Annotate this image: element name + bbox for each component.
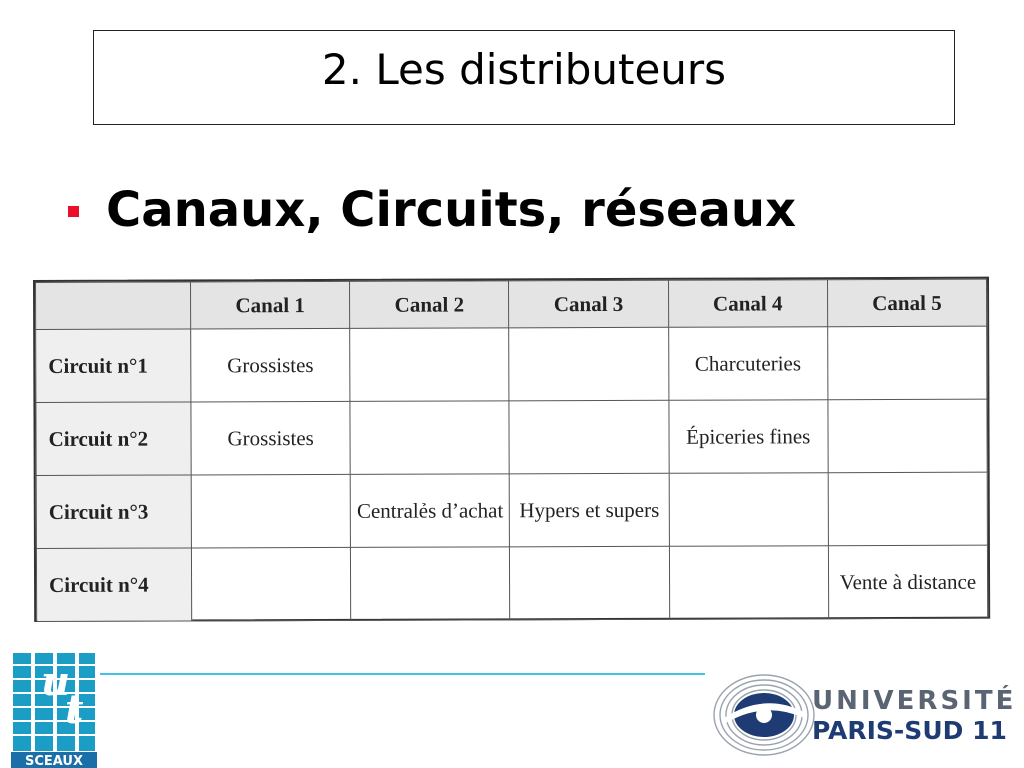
table-cell: Centralẻs d’achat [350,474,509,548]
table-row [36,545,987,621]
bullet-square-icon [68,206,79,217]
university-wordmark [812,688,1016,743]
row-header: Circuit n°1 [36,329,191,403]
row-header: Circuit n°4 [36,548,191,622]
title-box [93,30,955,125]
table-cell: Grossistes [191,401,350,475]
row-header: Circuit n°3 [36,475,191,549]
table-cell [828,399,988,473]
column-header: Canal 4 [668,280,827,328]
column-header: Canal 5 [827,279,986,327]
table-cell [191,547,350,621]
table-row [36,399,987,475]
column-header: Canal 2 [350,281,509,329]
column-header: Canal 3 [509,280,668,328]
channels-table [33,277,990,622]
table-cell [510,546,669,620]
table-cell: Grossistes [191,328,350,402]
table-cell: Hypers et supers [510,473,669,547]
bullet-text: Canaux, Circuits, réseaux [106,182,797,238]
university-emblem [712,672,816,758]
table-cell [191,474,350,548]
table-cell [669,473,828,547]
table-cell: Épiceries fines [668,400,827,474]
table-cell [509,400,668,474]
university-line2: PARIS-SUD 11 [812,716,1007,745]
table-cell: Vente à distance [828,545,988,619]
column-header: Canal 1 [191,281,350,329]
table-header-row [36,279,987,329]
table-row [36,472,987,548]
table-row [36,326,987,402]
table-corner-cell [36,282,191,330]
table-cell [827,326,987,400]
row-header: Circuit n°2 [36,402,191,476]
channels-grid [35,279,988,622]
footer-divider [100,673,705,675]
table-cell [669,546,828,620]
svg-text:u: u [41,658,71,705]
table-cell [351,547,510,621]
table-cell [350,401,509,475]
university-line1: UNIVERSITÉ [812,686,1017,716]
svg-text:t: t [65,686,84,733]
iut-sceaux-logo [11,651,97,768]
table-cell [350,328,509,402]
table-cell [828,472,988,546]
table-cell: Charcuteries [668,327,827,401]
table-cell [509,327,668,401]
slide-title: 2. Les distributeurs [321,45,727,94]
iut-logo-text: SCEAUX [24,754,84,768]
